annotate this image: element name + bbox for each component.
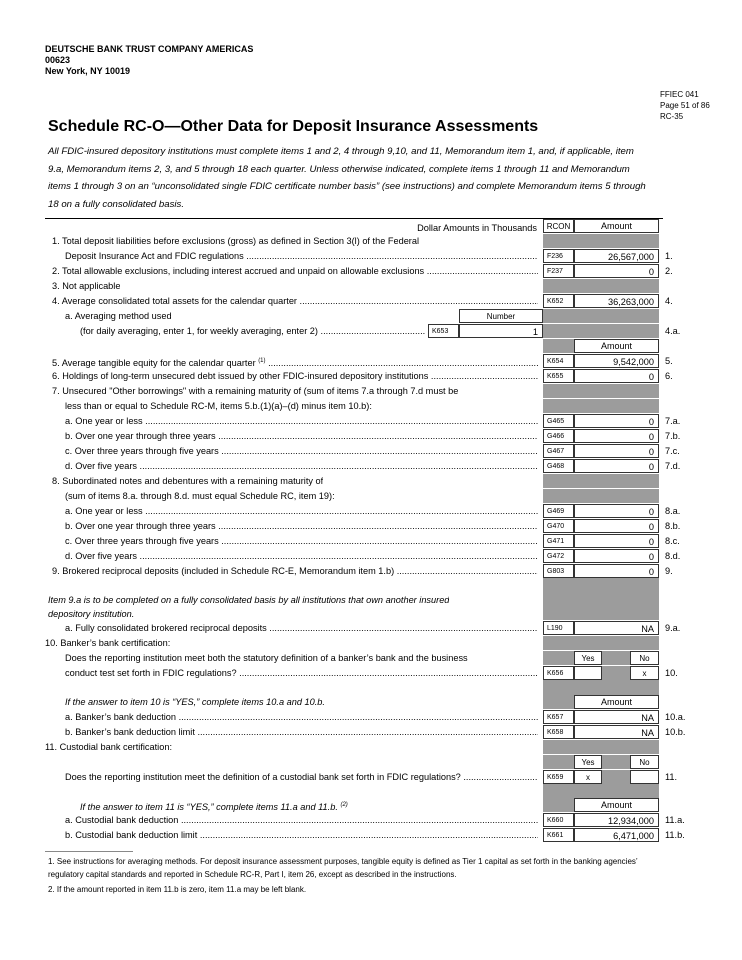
item-4a-label: a. Averaging method used	[65, 311, 172, 321]
item-9-amount[interactable]: 0	[574, 564, 659, 578]
item-11a-number: 11.a.	[665, 815, 685, 825]
item-9-note: Item 9.a is to be completed on a fully consolidated basis by all institutions that own another insured	[48, 595, 450, 605]
shaded-cell	[543, 680, 659, 695]
amount-header: Amount	[574, 219, 659, 233]
item-10-question-line1	[0, 651, 742, 665]
item-4a-label-cont: (for daily averaging, enter 1, for weekly averaging, enter 2) .....	[80, 324, 425, 338]
item-10-note-row	[0, 695, 742, 709]
item-11a-amount[interactable]: 12,934,000	[574, 813, 659, 827]
shaded-cell	[543, 798, 574, 812]
item-3-row	[0, 279, 742, 293]
footnote-divider	[45, 851, 133, 852]
item-9-note-line2	[0, 607, 742, 621]
item-7b-code: G466	[543, 429, 574, 443]
item-1-label: 1. Total deposit liabilities before exclusions (gross) as defined in Section 3(l) of the Federal	[52, 236, 420, 246]
item-7-line1	[0, 384, 742, 398]
item-8d-number: 8.d.	[665, 551, 681, 561]
shaded-cell	[543, 474, 659, 488]
item-4-amount[interactable]: 36,263,000	[574, 294, 659, 308]
item-7b-row	[0, 429, 742, 443]
item-5-amount[interactable]: 9,542,000	[574, 354, 659, 368]
item-5-text: 5. Average tangible equity for the calendar quarter	[52, 358, 256, 369]
item-6-row	[0, 369, 742, 383]
yes-header: Yes	[574, 755, 602, 769]
shaded-cell	[543, 234, 659, 248]
item-11-label: 11. Custodial bank certification:	[45, 742, 172, 752]
amount-subheader: Amount	[574, 695, 659, 709]
shaded-cell	[602, 651, 630, 665]
item-8a-code: G469	[543, 504, 574, 518]
item-10a-code: K657	[543, 710, 574, 724]
footnote-1: 1. See instructions for averaging methods. For deposit insurance assessment purposes, tangible equity is defined as Tier 1 capital as set forth in the banking agencies’ regulatory capital standards and reported in Schedule RC-R, Part I, item 26, except as described in the instructions.	[48, 857, 638, 879]
shaded-cell	[543, 784, 659, 798]
item-8b-code: G470	[543, 519, 574, 533]
item-6-code: K655	[543, 369, 574, 383]
item-11-question: Does the reporting institution meet the definition of a custodial bank set forth in FDIC regulations? .....	[65, 770, 538, 784]
item-9-row	[0, 564, 742, 578]
item-11b-code: K661	[543, 828, 574, 842]
item-8c-label: c. Over three years through five years .....	[65, 534, 538, 548]
item-11b-label: b. Custodial bank deduction limit .....	[65, 828, 538, 842]
item-9a-code: L190	[543, 621, 574, 635]
item-10-row	[0, 636, 742, 650]
shaded-cell	[543, 399, 659, 413]
item-8d-code: G472	[543, 549, 574, 563]
item-4-number: 4.	[665, 296, 673, 306]
item-11-yes-checkbox[interactable]: x	[574, 770, 602, 784]
item-9a-label: a. Fully consolidated brokered reciprocal deposits .....	[65, 621, 538, 635]
shaded-cell	[543, 279, 659, 293]
no-header: No	[630, 755, 659, 769]
item-10-yes-checkbox[interactable]	[574, 666, 602, 680]
item-4a-code: K653	[428, 324, 459, 338]
item-8b-amount[interactable]: 0	[574, 519, 659, 533]
item-11-code: K659	[543, 770, 574, 784]
item-8-line1	[0, 474, 742, 488]
item-8b-number: 8.b.	[665, 521, 681, 531]
item-2-row	[0, 264, 742, 278]
schedule-ref: RC-35	[660, 112, 684, 121]
item-11-number: 11.	[665, 772, 678, 782]
page-title: Schedule RC-O—Other Data for Deposit Insurance Assessments	[48, 118, 539, 135]
item-9-label: 9. Brokered reciprocal deposits (included in Schedule RC-E, Memorandum item 1.b) .....	[52, 564, 538, 578]
shaded-cell	[543, 339, 574, 353]
item-5-number: 5.	[665, 356, 673, 366]
item-6-number: 6.	[665, 371, 673, 381]
item-8a-number: 8.a.	[665, 506, 681, 516]
item-10-label: 10. Banker’s bank certification:	[45, 638, 171, 648]
item-10b-number: 10.b.	[665, 727, 686, 737]
item-7-label: 7. Unsecured "Other borrowings" with a remaining maturity of (sum of items 7.a through 7.d must be	[52, 386, 459, 396]
item-11-note-text: If the answer to item 11 is “YES,” complete items 11.a and 11.b.	[80, 802, 338, 813]
bank-header	[45, 44, 253, 77]
item-7a-number: 7.a.	[665, 416, 681, 426]
item-4a-line1	[0, 309, 742, 323]
item-8-label-cont: (sum of items 8.a. through 8.d. must equal Schedule RC, item 19):	[65, 491, 335, 501]
table-header-row	[0, 219, 742, 233]
item-7c-row	[0, 444, 742, 458]
item-2-amount[interactable]: 0	[574, 264, 659, 278]
shaded-cell	[543, 740, 659, 754]
footnote-ref-2: (2)	[340, 802, 348, 808]
amount-subheader: Amount	[574, 339, 659, 353]
item-4a-number: 4.a.	[665, 326, 681, 336]
item-1-line2	[0, 249, 742, 263]
item-3-label: 3. Not applicable	[52, 281, 121, 291]
item-9a-row	[0, 621, 742, 635]
item-9a-number: 9.a.	[665, 623, 681, 633]
item-7d-row	[0, 459, 742, 473]
item-8a-amount[interactable]: 0	[574, 504, 659, 518]
shaded-cell	[543, 489, 659, 503]
item-7a-row	[0, 414, 742, 428]
form-id: FFIEC 041	[660, 90, 699, 99]
item-10b-row	[0, 725, 742, 739]
shaded-cell	[602, 770, 630, 784]
amount-subheader-row	[0, 339, 742, 353]
bank-id: 00623	[45, 55, 71, 65]
item-1-line1	[0, 234, 742, 248]
item-10-question-cont: conduct test set forth in FDIC regulations? .....	[65, 666, 538, 680]
shaded-cell	[602, 755, 630, 769]
item-10-question-line2	[0, 666, 742, 680]
item-10-no-checkbox[interactable]: x	[630, 666, 659, 680]
item-7d-label: d. Over five years .....	[65, 459, 538, 473]
item-7a-label: a. One year or less .....	[65, 414, 538, 428]
item-10a-label: a. Banker’s bank deduction .....	[65, 710, 538, 724]
shaded-cell	[543, 695, 574, 709]
item-11-yn-header-row	[0, 755, 742, 769]
item-4-row	[0, 294, 742, 308]
shaded-cell	[543, 636, 659, 650]
item-7b-label: b. Over one year through three years .....	[65, 429, 538, 443]
item-6-amount[interactable]: 0	[574, 369, 659, 383]
item-8a-row	[0, 504, 742, 518]
item-9-note-cont: depository institution.	[48, 609, 135, 619]
item-10b-amount[interactable]: NA	[574, 725, 659, 739]
no-header: No	[630, 651, 659, 665]
item-11-row	[0, 740, 742, 754]
item-1-code: F236	[543, 249, 574, 263]
bank-location: New York, NY 10019	[45, 66, 131, 76]
item-1-number: 1.	[665, 251, 673, 261]
rcon-header: RCON	[543, 219, 574, 233]
item-5-label	[52, 354, 538, 370]
item-7b-amount[interactable]: 0	[574, 429, 659, 443]
item-7d-code: G468	[543, 459, 574, 473]
shaded-cell	[543, 755, 574, 769]
shaded-cell	[543, 324, 659, 338]
item-10a-number: 10.a.	[665, 712, 686, 722]
item-5-code: K654	[543, 354, 574, 368]
item-5-row	[0, 354, 742, 368]
item-1-amount[interactable]: 26,567,000	[574, 249, 659, 263]
footnote-ref-1: (1)	[258, 358, 266, 364]
item-4-label: 4. Average consolidated total assets for the calendar quarter .....	[52, 294, 538, 308]
item-9-note-line1	[0, 593, 742, 607]
amount-subheader: Amount	[574, 798, 659, 812]
item-8c-number: 8.c.	[665, 536, 680, 546]
item-7c-code: G467	[543, 444, 574, 458]
item-7b-number: 7.b.	[665, 431, 681, 441]
item-9a-amount[interactable]: NA	[574, 621, 659, 635]
item-8c-amount[interactable]: 0	[574, 534, 659, 548]
item-8-label: 8. Subordinated notes and debentures with a remaining maturity of	[52, 476, 324, 486]
footnote-2: 2. If the amount reported in item 11.b is zero, item 11.a may be left blank.	[48, 885, 307, 894]
page-number: Page 51 of 86	[660, 101, 710, 110]
item-8d-row	[0, 549, 742, 563]
item-10a-amount[interactable]: NA	[574, 710, 659, 724]
item-2-label: 2. Total allowable exclusions, including interest accrued and unpaid on allowable exclusions .....	[52, 264, 538, 278]
dollar-caption: Dollar Amounts in Thousands	[417, 223, 537, 233]
item-7c-number: 7.c.	[665, 446, 680, 456]
item-8d-amount[interactable]: 0	[574, 549, 659, 563]
item-11-no-checkbox[interactable]	[630, 770, 659, 784]
item-11b-amount[interactable]: 6,471,000	[574, 828, 659, 842]
item-10b-code: K658	[543, 725, 574, 739]
item-8a-label: a. One year or less .....	[65, 504, 538, 518]
item-8c-row	[0, 534, 742, 548]
item-10-number: 10.	[665, 668, 678, 678]
item-8c-code: G471	[543, 534, 574, 548]
item-8d-label: d. Over five years .....	[65, 549, 538, 563]
item-10b-label: b. Banker’s bank deduction limit .....	[65, 725, 538, 739]
item-7c-label: c. Over three years through five years .....	[65, 444, 538, 458]
item-4a-line2	[0, 324, 742, 338]
shaded-cell	[543, 384, 659, 398]
item-7a-amount[interactable]: 0	[574, 414, 659, 428]
item-7a-code: G465	[543, 414, 574, 428]
intro-text: All FDIC-insured depository institutions must complete items 1 and 2, 4 through 9,10, and 11, Memorandum item 1, and, if applicable, item 9.a, Memorandum items 2, 3, and 5 through 18 each quarter. Unless otherwise indicated, complete items 1 through 11 and Memorandum items 1 through 3 on an “unconsolidated single FDIC certificate number basis” (see instructions) and complete Memorandum items 5 through 18 on a fully consolidated basis.	[48, 146, 646, 210]
item-8b-row	[0, 519, 742, 533]
item-10-note: If the answer to item 10 is “YES,” complete items 10.a and 10.b.	[65, 697, 325, 707]
item-11-question-row	[0, 770, 742, 784]
item-7d-number: 7.d.	[665, 461, 681, 471]
item-11a-code: K660	[543, 813, 574, 827]
item-9-code: G803	[543, 564, 574, 578]
shaded-cell	[543, 651, 574, 665]
item-7-line2	[0, 399, 742, 413]
item-11-note	[80, 798, 348, 814]
item-8b-label: b. Over one year through three years .....	[65, 519, 538, 533]
item-10-code: K656	[543, 666, 574, 680]
item-11-note-row	[0, 798, 742, 812]
item-7d-amount[interactable]: 0	[574, 459, 659, 473]
item-7c-amount[interactable]: 0	[574, 444, 659, 458]
item-11a-label: a. Custodial bank deduction .....	[65, 813, 538, 827]
item-10a-row	[0, 710, 742, 724]
item-4a-value[interactable]: 1	[459, 324, 543, 338]
bank-name: DEUTSCHE BANK TRUST COMPANY AMERICAS	[45, 44, 254, 54]
item-7-label-cont: less than or equal to Schedule RC-M, items 5.b.(1)(a)–(d) minus item 10.b):	[65, 401, 372, 411]
number-header: Number	[459, 309, 543, 323]
item-2-number: 2.	[665, 266, 673, 276]
item-10-question: Does the reporting institution meet both the statutory definition of a banker’s bank and the business	[65, 653, 468, 663]
item-11b-row	[0, 828, 742, 842]
item-11b-number: 11.b.	[665, 830, 685, 840]
item-6-label: 6. Holdings of long-term unsecured debt issued by other FDIC-insured depository institutions .....	[52, 369, 538, 383]
item-9-number: 9.	[665, 566, 673, 576]
shaded-cell	[543, 309, 659, 323]
form-reference	[660, 89, 710, 122]
shaded-cell	[602, 666, 630, 680]
yes-header: Yes	[574, 651, 602, 665]
item-11a-row	[0, 813, 742, 827]
item-4-code: K652	[543, 294, 574, 308]
item-8-line2	[0, 489, 742, 503]
item-1-label-cont: Deposit Insurance Act and FDIC regulations .....	[65, 249, 538, 263]
item-2-code: F237	[543, 264, 574, 278]
